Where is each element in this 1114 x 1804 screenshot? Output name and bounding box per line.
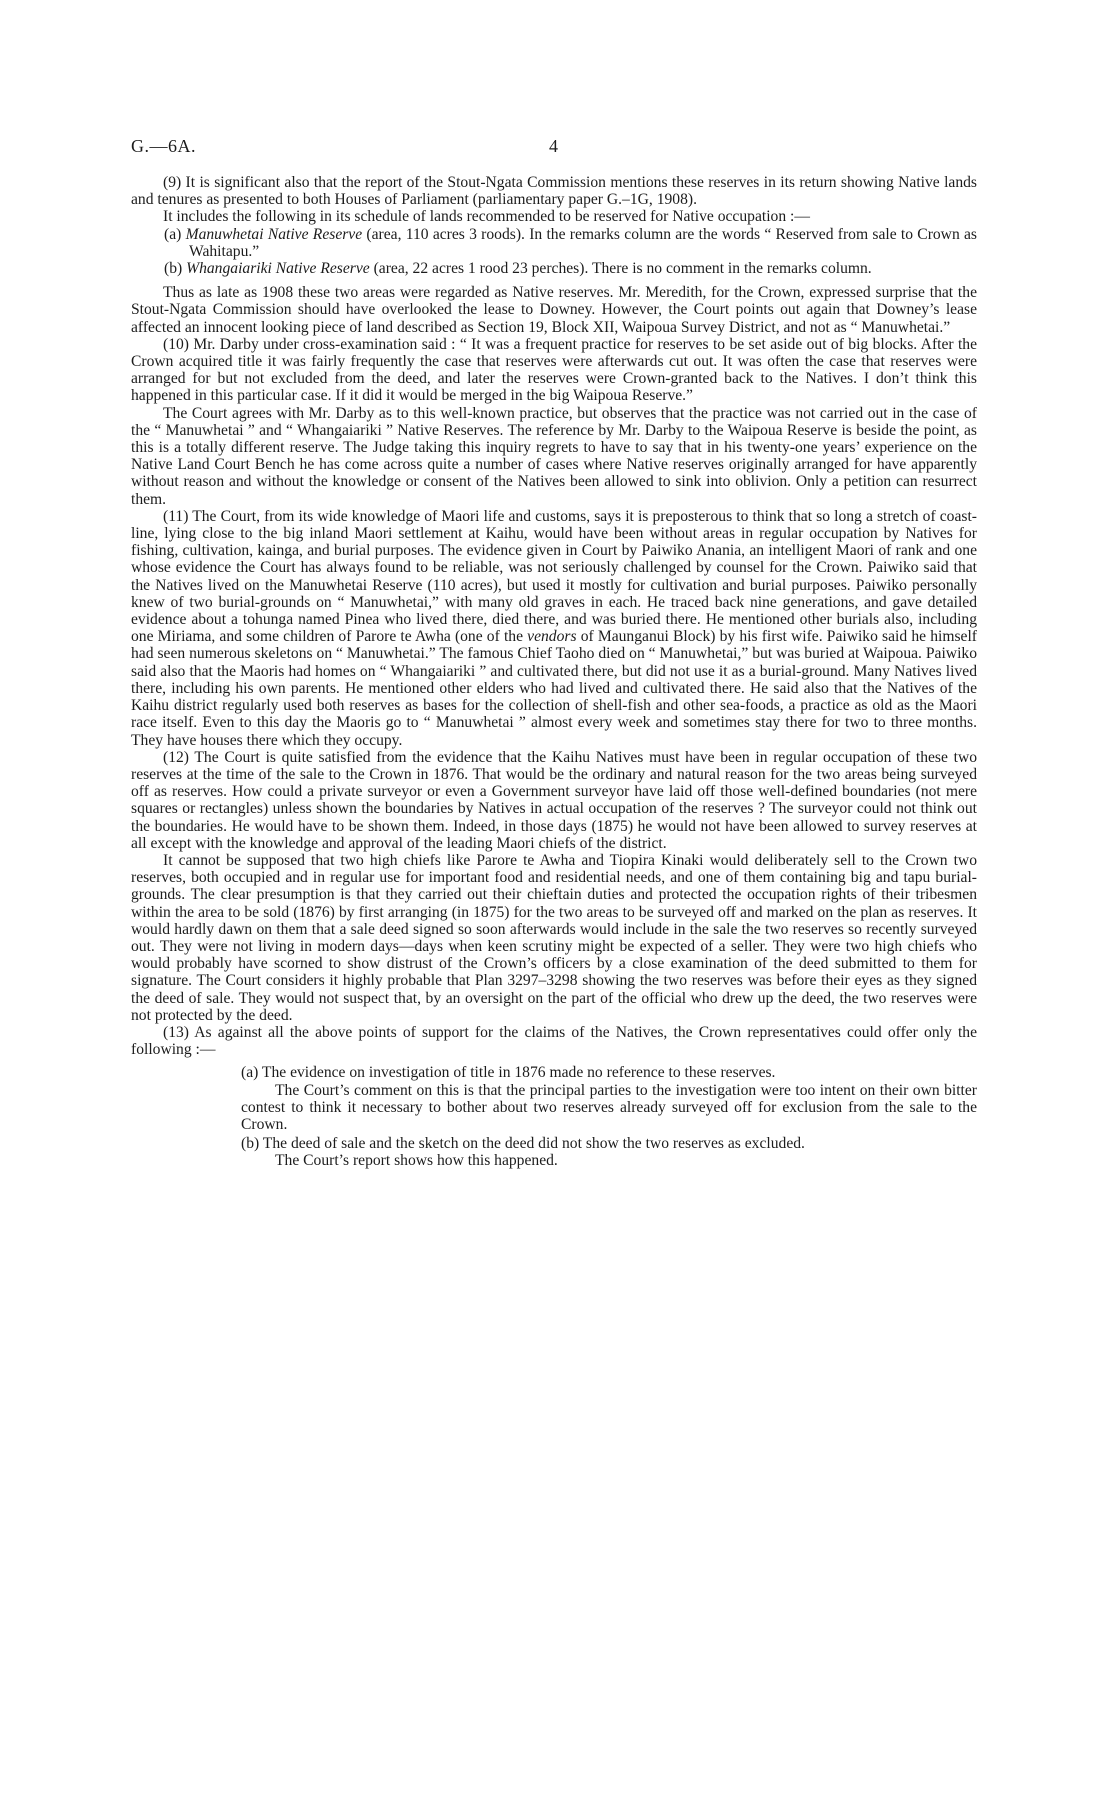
paragraph-10: (10) Mr. Darby under cross-examination said : “ It was a frequent practice for reserves to be set aside out of big blocks. After the Crown acquired title it was fairly frequently the case that reserves were afterwards cut out. It was often the case that reserves were arranged for but not excluded from the deed, and later the reserves were Crown-granted back to the Natives. I don’t think this happened in this particular case. If it did it would be merged in the big Waipoua Reserve.” xyxy=(131,335,977,405)
page-header xyxy=(131,136,977,174)
schedule-item-a-text: (area, 110 acres 3 roods). In the remarks column are the words “ Reserved from sale to Crown as Wahitapu.” xyxy=(189,225,977,260)
crown-point-a-comment: The Court’s comment on this is that the principal parties to the investigation were too intent on their own bitter contest to think it necessary to bother about two reserves already surveyed off for exclusion from the sale to the Crown. xyxy=(241,1081,977,1133)
paragraph-12-presumption: It cannot be supposed that two high chiefs like Parore te Awha and Tiopira Kinaki would deliberately sell to the Crown two reserves, both occupied and in regular use for important food and residential needs, and one of them containing big and tapu burial-grounds. The clear presumption is that they carried out their chieftain duties and protected the occupation rights of their tribesmen within the area to be sold (1876) by first arranging (in 1875) for the two areas to be surveyed off and marked on the plan as reserves. It would hardly dawn on them that a sale deed signed so soon afterwards would include in the sale the two reserves so recently surveyed out. They were not living in modern days—days when keen scrutiny might be expected of a seller. They were two high chiefs who would probably have scorned to show distrust of the Crown’s officers by a close examination of the deed submitted to them for signature. The Court considers it highly probable that Plan 3297–3298 showing the two reserves was before their eyes as they signed the deed of sale. They would not suspect that, by an oversight on the part of the official who drew up the deed, the two reserves were not protected by the deed. xyxy=(131,851,977,1024)
schedule-item-a-name: Manuwhetai Native Reserve xyxy=(185,225,363,243)
paragraph-11-part-1: (11) The Court, from its wide knowledge of Maori life and customs, says it is preposterous to think that so long a stretch of coast-line, lying close to the big inland Maori settlement at Kaihu, would have been without areas in regular occupation by Natives for fishing, cultivation, kainga, and burial purposes. The evidence given in Court by Paiwiko Anania, an intelligent Maori of rank and one whose evidence the Court has always found to be reliable, was not seriously challenged by counsel for the Crown. Paiwiko said that the Natives lived on the Manuwhetai Reserve (110 acres), but used it mostly for cultivation and burial purposes. Paiwiko personally knew of two burial-grounds on “ Manuwhetai,” with many old graves in each. He traced back nine generations, and gave detailed evidence about a tohunga named Pinea who lived there, died there, and was buried there. He mentioned other burials also, including one Miriama, and some children of Parore te Awha (one of the xyxy=(131,507,977,646)
paragraph-11-emphasis: vendors xyxy=(527,628,577,646)
paragraph-11-part-2: of Maunganui Block) by his first wife. Paiwiko said he himself had seen numerous skeletons on “ Manuwhetai.” The famous Chief Taoho died on “ Manuwhetai,” but was buried at Waipoua. Paiwiko said also that the Maoris had homes on “ Whangaiariki ” and cultivated there, but did not use it as a burial-ground. Many Natives lived there, including his own parents. He mentioned other elders who had lived and cultivated there. He said also that the Natives of the Kaihu district regularly used both reserves as bases for the collection of shell-fish and other sea-foods, a practice as old as the Maori race itself. Even to this day the Maoris go to “ Manuwhetai ” almost every week and sometimes stay there for two to three months. They have houses there which they occupy. xyxy=(131,628,977,749)
paragraph-9-schedule: It includes the following in its schedule of lands recommended to be reserved for Native occupation :— xyxy=(163,208,810,226)
paragraph-10-court: The Court agrees with Mr. Darby as to this well-known practice, but observes that the practice was not carried out in the case of the “ Manuwhetai ” and “ Whangaiariki ” Native Reserves. The reference by Mr. Darby to the Waipoua Reserve is beside the point, as this is a totally different reserve. The Judge taking this inquiry regrets to have to say that in his twenty-one years’ experience on the Native Land Court Bench he has come across quite a number of cases where Native reserves originally arranged for have apparently without reason and without the knowledge or consent of the Natives been allowed to sink into oblivion. Only a petition can resurrect them. xyxy=(131,404,977,508)
schedule-item-b xyxy=(131,260,977,277)
schedule-item-b-name: Whangaiariki Native Reserve xyxy=(186,260,370,278)
paragraph-9-conclusion: Thus as late as 1908 these two areas were regarded as Native reserves. Mr. Meredith, for the Crown, expressed surprise that the Stout-Ngata Commission should have overlooked the lease to Downey. However, the Court points out again that Downey’s lease affected an innocent looking piece of land described as Section 19, Block XII, Waipoua Survey District, and not as “ Manuwhetai.” xyxy=(131,284,977,336)
document-reference: G.—6A. xyxy=(131,136,196,156)
crown-point-a: (a) The evidence on investigation of title in 1876 made no reference to these reserves. xyxy=(241,1064,776,1082)
paragraph-11 xyxy=(131,508,977,749)
document-page xyxy=(131,136,977,1170)
paragraph-13: (13) As against all the above points of support for the claims of the Natives, the Crown representatives could offer only the following :— xyxy=(131,1023,977,1059)
paragraph-12: (12) The Court is quite satisfied from the evidence that the Kaihu Natives must have been in regular occupation of these two reserves at the time of the sale to the Crown in 1876. That would be the ordinary and natural reason for the two areas being surveyed off as reserves. How could a private surveyor or even a Government surveyor have laid off those well-defined boundaries (not mere squares or rectangles) unless shown the boundaries by Natives in actual occupation of the reserves ? The surveyor could not think out the boundaries. He would have to be shown them. Indeed, in those days (1875) he would not have been allowed to survey reserves at all except with the knowledge and approval of the leading Maori chiefs of the district. xyxy=(131,748,977,852)
page-number: 4 xyxy=(549,136,559,156)
paragraph-9-intro: (9) It is significant also that the report of the Stout-Ngata Commission mentions these reserves in its return showing Native lands and tenures as presented to both Houses of Parliament (parliamentary paper G.–1G, 1908). xyxy=(131,174,977,209)
schedule-item-a-label: (a) xyxy=(164,225,182,243)
crown-point-b: (b) The deed of sale and the sketch on the deed did not show the two reserves as excluded. xyxy=(241,1135,805,1153)
schedule-item-b-text: (area, 22 acres 1 rood 23 perches). There is no comment in the remarks column. xyxy=(369,260,872,278)
crown-point-b-comment: The Court’s report shows how this happened. xyxy=(275,1152,558,1170)
schedule-item-a xyxy=(131,226,977,260)
schedule-item-b-label: (b) xyxy=(164,260,183,278)
